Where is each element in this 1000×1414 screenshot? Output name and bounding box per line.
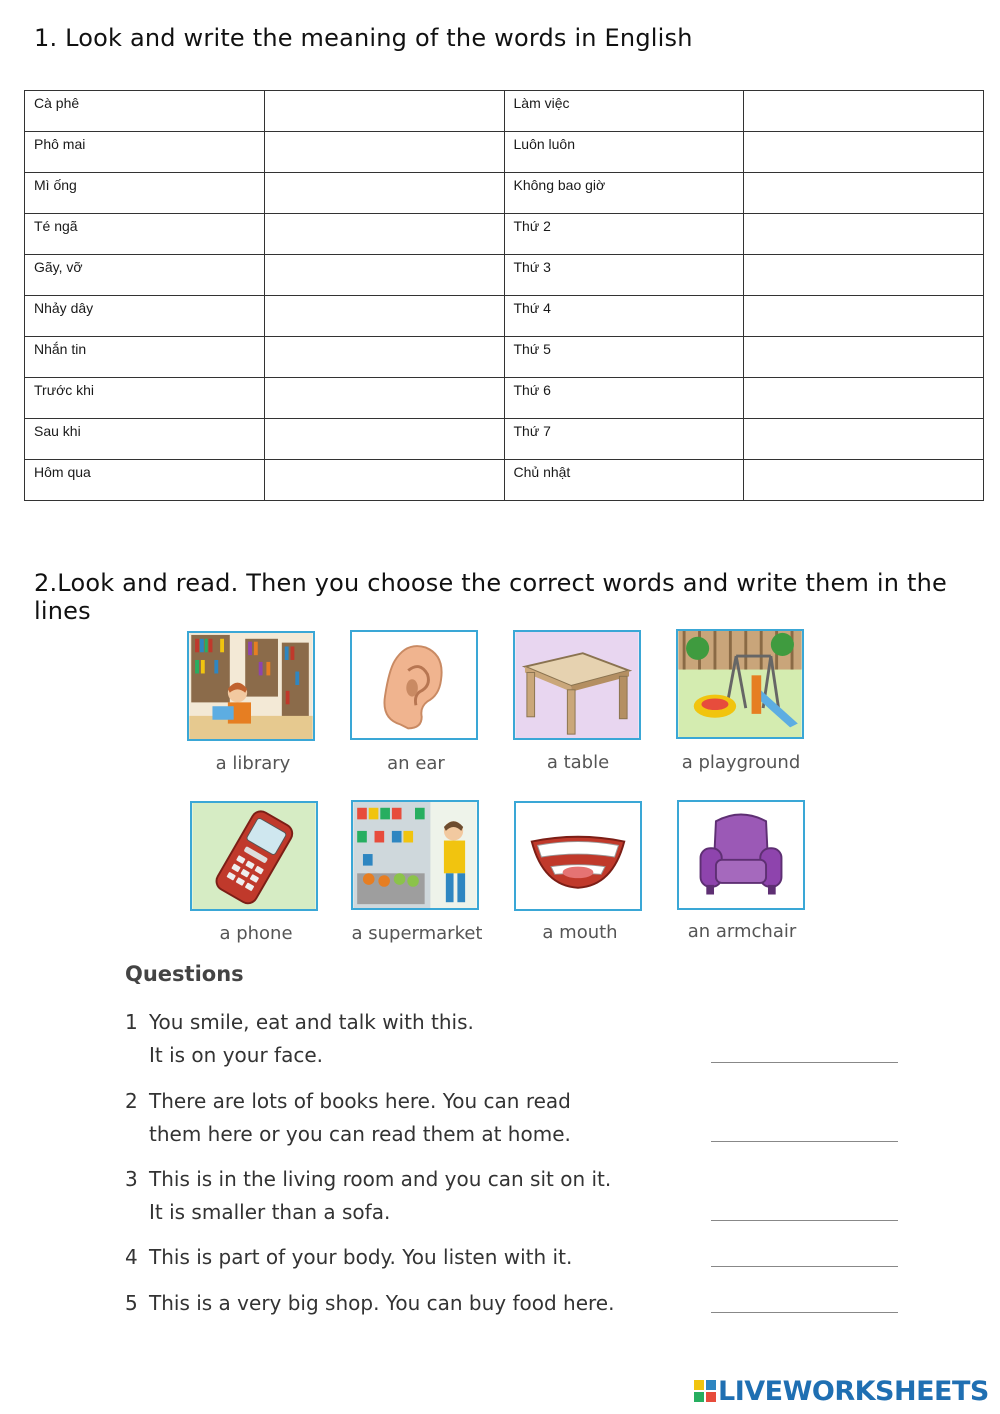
question-text: This is in the living room and you can sit on it. — [149, 1167, 612, 1191]
question-text: them here or you can read them at home. — [149, 1122, 571, 1146]
vocab-row — [25, 337, 984, 378]
english-answer-field[interactable] — [744, 378, 983, 418]
english-answer-field[interactable] — [744, 296, 983, 336]
answer-cell — [264, 296, 504, 337]
picture-caption: a playground — [681, 752, 801, 773]
question-number: 2 — [125, 1089, 138, 1113]
english-answer-field[interactable] — [265, 132, 504, 172]
answer-cell — [264, 132, 504, 173]
answer-cell — [264, 337, 504, 378]
picture-caption: a phone — [219, 923, 293, 944]
vietnamese-word: Cà phê — [25, 91, 265, 132]
question-text: You smile, eat and talk with this. — [149, 1010, 474, 1034]
english-answer-field[interactable] — [744, 91, 983, 131]
english-answer-field[interactable] — [744, 337, 983, 377]
vocab-row — [25, 91, 984, 132]
question-number: 1 — [125, 1010, 138, 1034]
answer-cell — [744, 419, 984, 460]
answer-cell — [744, 173, 984, 214]
english-answer-field[interactable] — [265, 214, 504, 254]
english-answer-field[interactable] — [265, 255, 504, 295]
vietnamese-word: Thứ 6 — [504, 378, 744, 419]
table-picture — [513, 630, 641, 740]
section-2-title: 2.Look and read. Then you choose the correct words and write them in the lines — [34, 569, 947, 625]
vietnamese-word: Trước khi — [25, 378, 265, 419]
english-answer-field[interactable] — [265, 91, 504, 131]
english-answer-field[interactable] — [265, 419, 504, 459]
english-answer-field[interactable] — [744, 255, 983, 295]
liveworksheets-logo-icon — [694, 1380, 716, 1402]
question-item — [125, 1006, 474, 1072]
vietnamese-word: Chủ nhật — [504, 460, 744, 501]
picture-caption: a supermarket — [351, 923, 483, 944]
picture-caption: a table — [546, 752, 610, 773]
ear-picture — [350, 630, 478, 740]
vocab-row — [25, 214, 984, 255]
vietnamese-word: Nhắn tin — [25, 337, 265, 378]
english-answer-field[interactable] — [265, 460, 504, 500]
vietnamese-word: Gãy, vỡ — [25, 255, 265, 296]
answer-cell — [744, 296, 984, 337]
question-text: There are lots of books here. You can read — [149, 1089, 571, 1113]
answer-field-3[interactable] — [711, 1196, 898, 1221]
questions-title: Questions — [125, 962, 244, 986]
playground-picture — [676, 629, 804, 739]
question-item — [125, 1085, 571, 1151]
vietnamese-word: Luôn luôn — [504, 132, 744, 173]
answer-cell — [264, 378, 504, 419]
vietnamese-word: Sau khi — [25, 419, 265, 460]
vietnamese-word: Thứ 5 — [504, 337, 744, 378]
library-picture — [187, 631, 315, 741]
english-answer-field[interactable] — [265, 296, 504, 336]
answer-cell — [264, 173, 504, 214]
vocab-row — [25, 378, 984, 419]
vietnamese-word: Thứ 3 — [504, 255, 744, 296]
vietnamese-word: Thứ 4 — [504, 296, 744, 337]
vietnamese-word: Nhảy dây — [25, 296, 265, 337]
vocab-row — [25, 296, 984, 337]
answer-cell — [744, 132, 984, 173]
vocab-row — [25, 173, 984, 214]
armchair-picture — [677, 800, 805, 910]
english-answer-field[interactable] — [744, 214, 983, 254]
answer-cell — [744, 214, 984, 255]
answer-cell — [264, 214, 504, 255]
vietnamese-word: Thứ 7 — [504, 419, 744, 460]
vietnamese-word: Thứ 2 — [504, 214, 744, 255]
brand-name: LIVEWORKSHEETS — [718, 1375, 989, 1407]
mouth-picture — [514, 801, 642, 911]
picture-caption: a library — [215, 753, 291, 774]
question-number: 5 — [125, 1291, 138, 1315]
english-answer-field[interactable] — [744, 419, 983, 459]
english-answer-field[interactable] — [744, 132, 983, 172]
answer-cell — [264, 255, 504, 296]
answer-cell — [744, 255, 984, 296]
answer-cell — [264, 460, 504, 501]
question-text: It is smaller than a sofa. — [149, 1200, 391, 1224]
answer-cell — [744, 337, 984, 378]
picture-caption: an ear — [387, 753, 445, 774]
vocab-row — [25, 460, 984, 501]
vocab-row — [25, 132, 984, 173]
question-item — [125, 1287, 614, 1320]
vietnamese-word: Hôm qua — [25, 460, 265, 501]
answer-field-5[interactable] — [711, 1288, 898, 1313]
question-text: This is a very big shop. You can buy food here. — [149, 1291, 615, 1315]
answer-cell — [744, 378, 984, 419]
picture-caption: an armchair — [687, 921, 797, 942]
answer-cell — [264, 91, 504, 132]
english-answer-field[interactable] — [744, 173, 983, 213]
english-answer-field[interactable] — [265, 378, 504, 418]
answer-cell — [744, 460, 984, 501]
question-text: This is part of your body. You listen with it. — [149, 1245, 573, 1269]
vietnamese-word: Làm việc — [504, 91, 744, 132]
vocab-row — [25, 419, 984, 460]
english-answer-field[interactable] — [744, 460, 983, 500]
vocabulary-table — [24, 90, 984, 501]
english-answer-field[interactable] — [265, 337, 504, 377]
vietnamese-word: Không bao giờ — [504, 173, 744, 214]
picture-caption: a mouth — [542, 922, 618, 943]
question-item — [125, 1163, 611, 1229]
vietnamese-word: Mì ống — [25, 173, 265, 214]
question-number: 3 — [125, 1167, 138, 1191]
vocab-row — [25, 255, 984, 296]
question-item — [125, 1241, 572, 1274]
vietnamese-word: Phô mai — [25, 132, 265, 173]
english-answer-field[interactable] — [265, 173, 504, 213]
section-1-title: 1. Look and write the meaning of the words in English — [34, 24, 693, 52]
question-number: 4 — [125, 1245, 138, 1269]
question-text: It is on your face. — [149, 1043, 323, 1067]
answer-field-4[interactable] — [711, 1242, 898, 1267]
supermarket-picture — [351, 800, 479, 910]
answer-field-2[interactable] — [711, 1117, 898, 1142]
answer-cell — [744, 91, 984, 132]
phone-picture — [190, 801, 318, 911]
answer-field-1[interactable] — [711, 1038, 898, 1063]
answer-cell — [264, 419, 504, 460]
vietnamese-word: Té ngã — [25, 214, 265, 255]
liveworksheets-brand — [694, 1374, 989, 1408]
